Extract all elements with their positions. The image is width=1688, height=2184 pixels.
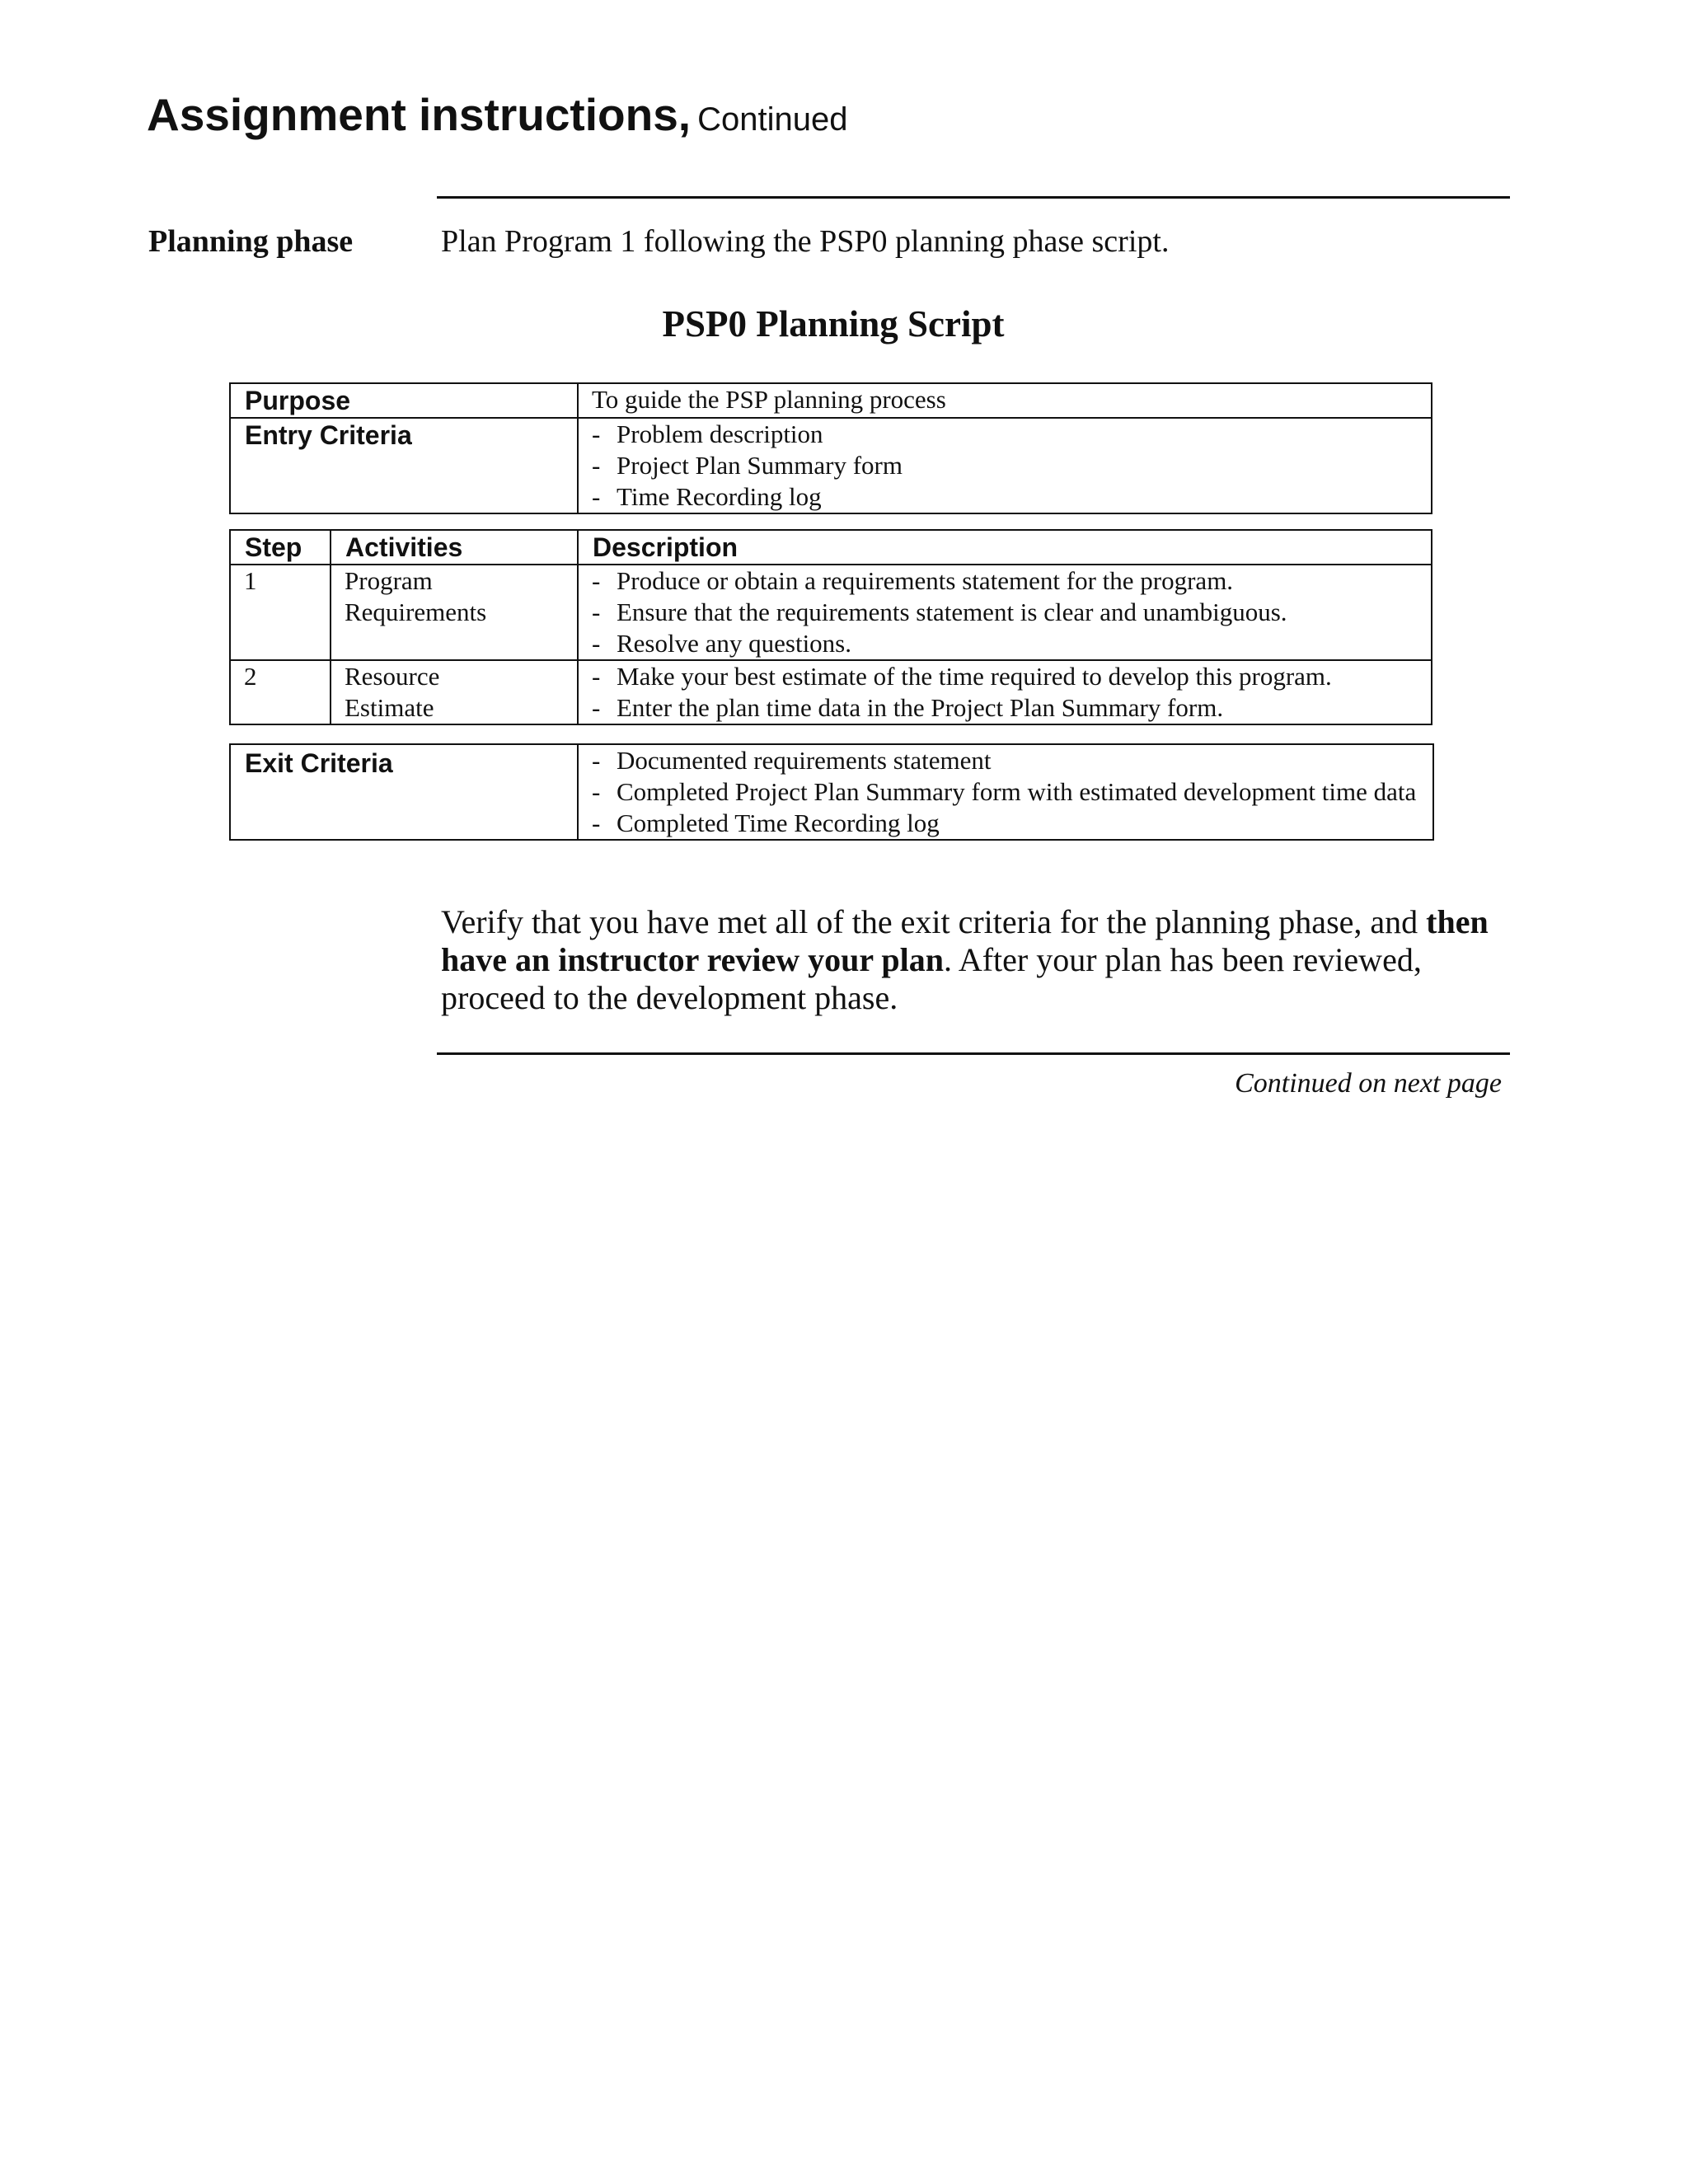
entry-criteria-row xyxy=(230,418,1432,513)
step-description-list xyxy=(592,565,1419,659)
step-number: 2 xyxy=(230,660,331,724)
page-title xyxy=(147,89,848,140)
verify-paragraph xyxy=(441,903,1504,1017)
script-title: PSP0 Planning Script xyxy=(662,303,1005,344)
purpose-entry-table xyxy=(229,382,1432,514)
exit-criteria-table xyxy=(229,743,1434,841)
page-title-main: Assignment instructions, xyxy=(147,89,692,140)
step-item-text: Make your best estimate of the time required to develop this program. xyxy=(617,662,1332,691)
page-title-continued: Continued xyxy=(697,101,848,138)
purpose-label: Purpose xyxy=(230,383,578,418)
entry-criteria-cell xyxy=(578,418,1432,513)
list-item xyxy=(592,745,1421,776)
exit-criteria-list xyxy=(592,745,1421,839)
step-description-list xyxy=(592,661,1419,724)
steps-table xyxy=(229,529,1432,725)
top-divider xyxy=(437,196,1510,199)
bullet-dash: - xyxy=(592,598,601,626)
bottom-divider xyxy=(437,1052,1510,1055)
column-header-description: Description xyxy=(578,530,1432,565)
list-item xyxy=(592,565,1419,597)
step-activity-line: Estimate xyxy=(345,693,434,722)
column-header-activities: Activities xyxy=(331,530,578,565)
step-activity-line: Resource xyxy=(345,662,440,691)
bullet-dash: - xyxy=(592,746,601,775)
list-item xyxy=(592,481,1419,513)
continued-note: Continued on next page xyxy=(1235,1068,1502,1099)
table-row xyxy=(230,660,1432,724)
exit-criteria-cell xyxy=(578,744,1433,840)
bullet-dash: - xyxy=(592,808,601,837)
purpose-row xyxy=(230,383,1432,418)
exit-criteria-row xyxy=(230,744,1433,840)
steps-header-row xyxy=(230,530,1432,565)
list-item xyxy=(592,419,1419,450)
bullet-dash: - xyxy=(592,629,601,658)
bullet-dash: - xyxy=(592,566,601,595)
step-item-text: Enter the plan time data in the Project Plan Summary form. xyxy=(617,693,1224,722)
entry-item-text: Project Plan Summary form xyxy=(617,451,903,480)
entry-criteria-list xyxy=(592,419,1419,513)
verify-text-emphasis: then have an instructor review your plan xyxy=(441,903,1489,978)
step-item-text: Ensure that the requirements statement is clear and unambiguous. xyxy=(617,598,1287,626)
bullet-dash: - xyxy=(592,451,601,480)
section-intro: Plan Program 1 following the PSP0 planning phase script. xyxy=(441,224,1170,259)
verify-text-start: Verify that you have met all of the exit criteria for the planning phase, and xyxy=(441,903,1427,940)
step-activity xyxy=(331,565,578,660)
verify-text-end: . After your plan has been reviewed, proceed to the development phase. xyxy=(441,941,1422,1016)
list-item xyxy=(592,808,1421,839)
step-activity-line: Program xyxy=(345,566,433,595)
bullet-dash: - xyxy=(592,482,601,511)
step-activity xyxy=(331,660,578,724)
exit-item-text: Documented requirements statement xyxy=(617,746,992,775)
entry-item-text: Time Recording log xyxy=(617,482,822,511)
bullet-dash: - xyxy=(592,419,601,448)
step-description xyxy=(578,565,1432,660)
list-item xyxy=(592,597,1419,628)
bullet-dash: - xyxy=(592,777,601,806)
entry-criteria-label: Entry Criteria xyxy=(230,418,578,513)
bullet-dash: - xyxy=(592,693,601,722)
step-number: 1 xyxy=(230,565,331,660)
bullet-dash: - xyxy=(592,662,601,691)
step-description xyxy=(578,660,1432,724)
list-item xyxy=(592,661,1419,692)
list-item xyxy=(592,628,1419,659)
list-item xyxy=(592,776,1421,808)
step-activity-line: Requirements xyxy=(345,598,487,626)
step-item-text: Produce or obtain a requirements statement for the program. xyxy=(617,566,1234,595)
exit-item-text: Completed Project Plan Summary form with estimated development time data xyxy=(617,777,1417,806)
entry-item-text: Problem description xyxy=(617,419,823,448)
section-label: Planning phase xyxy=(148,224,354,259)
list-item xyxy=(592,692,1419,724)
table-row xyxy=(230,565,1432,660)
step-item-text: Resolve any questions. xyxy=(617,629,851,658)
exit-item-text: Completed Time Recording log xyxy=(617,808,940,837)
exit-criteria-label: Exit Criteria xyxy=(230,744,578,840)
column-header-step: Step xyxy=(230,530,331,565)
list-item xyxy=(592,450,1419,481)
purpose-value: To guide the PSP planning process xyxy=(578,383,1432,418)
